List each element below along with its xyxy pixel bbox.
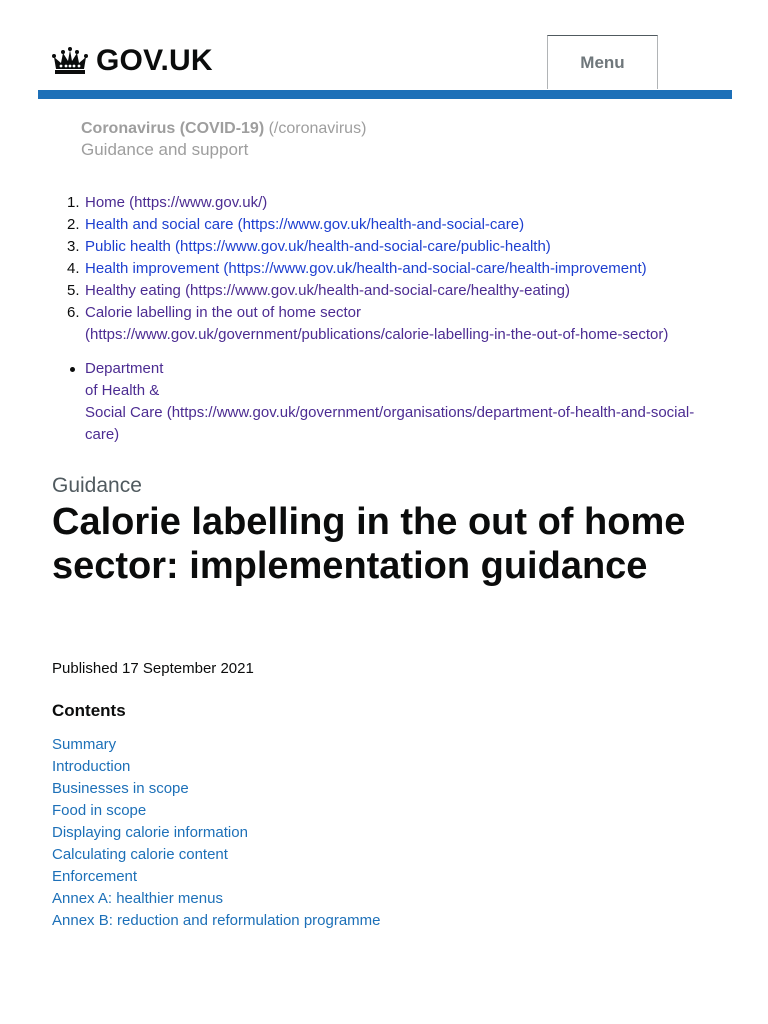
contents-link-calculating-calorie-content[interactable]: Calculating calorie content [52,846,228,863]
breadcrumb-item-calorie-labelling[interactable]: 6. Calorie labelling in the out of home sector (https://www.gov.uk/government/publications/calorie-labelling-in-the-out-of-home-sector) [67,304,669,343]
organisation-list [85,358,725,446]
menu-button[interactable]: Menu [547,35,658,89]
breadcrumb-item-home[interactable]: 1. Home (https://www.gov.uk/) [67,194,268,211]
logo-text: GOV.UK [96,44,213,77]
crown-icon [52,46,88,76]
bullet-icon [70,367,75,372]
covid-title[interactable]: Coronavirus (COVID-19) [81,120,265,137]
contents-link-displaying-calorie-information[interactable]: Displaying calorie information [52,824,248,841]
govuk-logo[interactable] [52,44,213,78]
covid-banner[interactable] [81,118,366,160]
contents-link-food-in-scope[interactable]: Food in scope [52,802,147,819]
contents-link-enforcement[interactable]: Enforcement [52,868,138,885]
contents-link-annex-a[interactable]: Annex A: healthier menus [52,890,223,907]
site-header [0,0,768,100]
contents-link-summary[interactable]: Summary [52,736,117,753]
document-type-caption: Guidance [52,474,142,497]
breadcrumb-item-healthy-eating[interactable]: 5. Healthy eating (https://www.gov.uk/health-and-social-care/healthy-eating) [67,282,570,299]
contents-list [52,734,381,932]
covid-url: (/coronavirus) [268,120,367,137]
breadcrumb [67,192,669,346]
organisation-link[interactable]: Department of Health & Social Care (https://www.gov.uk/government/organisations/department-of-health-and-social- care) [85,358,725,446]
covid-subtitle: Guidance and support [81,140,249,159]
breadcrumb-item-public-health[interactable]: 3. Public health (https://www.gov.uk/health-and-social-care/public-health) [67,238,551,255]
contents-link-annex-b[interactable]: Annex B: reduction and reformulation programme [52,912,381,929]
header-accent-bar [38,90,732,99]
contents-link-introduction[interactable]: Introduction [52,758,131,775]
contents-link-businesses-in-scope[interactable]: Businesses in scope [52,780,189,797]
breadcrumb-item-health-and-social-care[interactable]: 2. Health and social care (https://www.gov.uk/health-and-social-care) [67,216,525,233]
published-date: Published 17 September 2021 [52,660,254,677]
contents-heading: Contents [52,701,126,720]
breadcrumb-item-health-improvement[interactable]: 4. Health improvement (https://www.gov.uk/health-and-social-care/health-improvement) [67,260,647,277]
page-title: Calorie labelling in the out of home sector: implementation guidance [52,501,686,587]
